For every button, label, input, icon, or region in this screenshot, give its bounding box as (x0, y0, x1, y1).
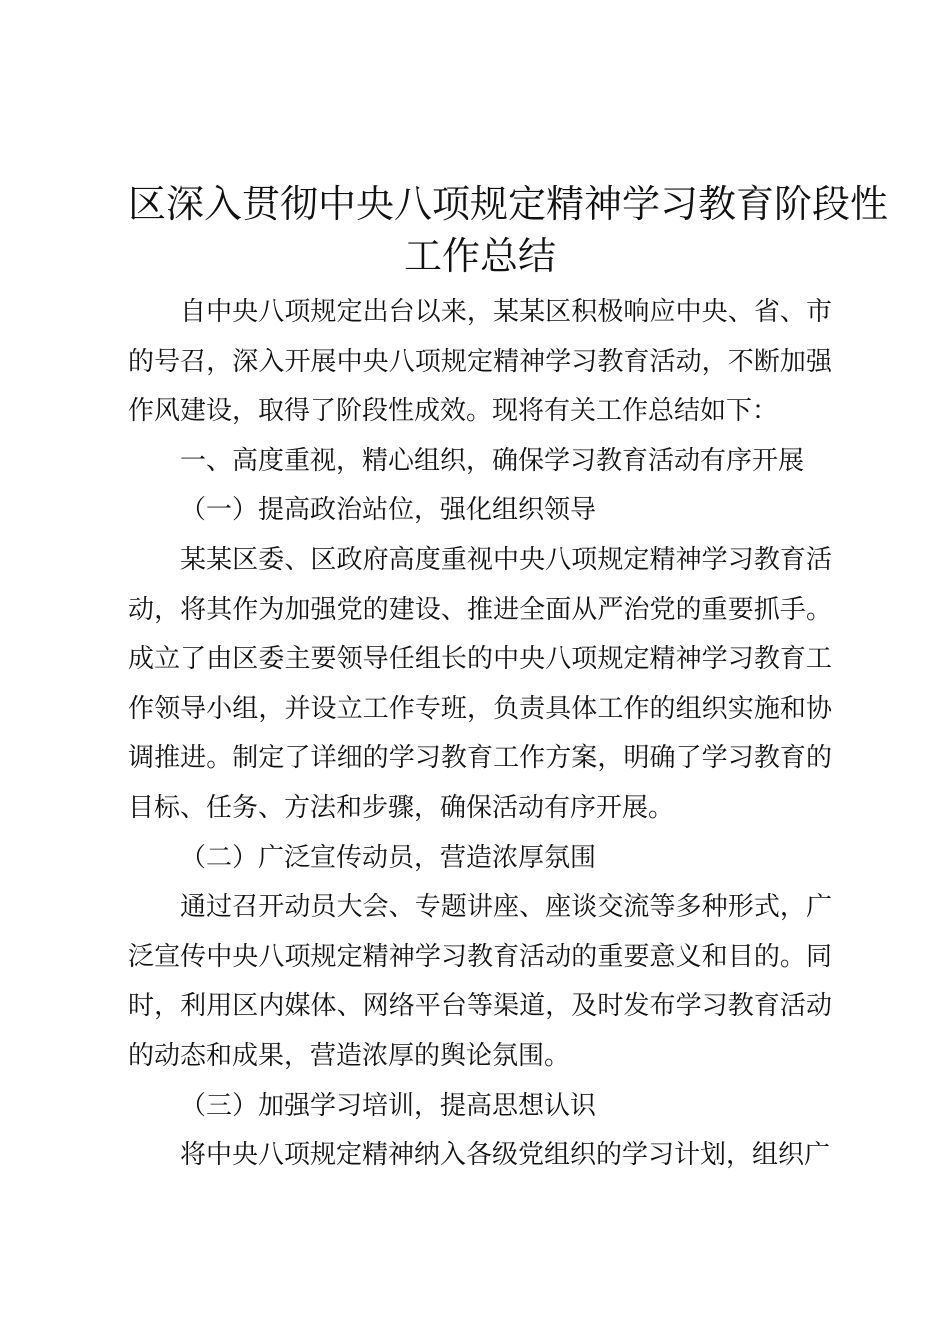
title-line-2: 工作总结 (403, 234, 556, 278)
section-heading-1: 一、高度重视，精心组织，确保学习教育活动有序开展 (180, 445, 805, 476)
subsection-paragraph-1: 某某区委、区政府高度重视中央八项规定精神学习教育活动，将其作为加强党的建设、推进全面从严治党的重要抓手。成立了由区委主要领导任组长的中央八项规定精神学习教育工作领导小组，并设立工作专班，负责具体工作的组织实施和协调推进。制定了详细的学习教育工作方案，明确了学习教育的目标、任务、方法和步骤，确保活动有序开展。 (128, 544, 832, 823)
subsection-paragraph-3: 将中央八项规定精神纳入各级党组织的学习计划，组织广 (180, 1140, 831, 1171)
subsection-heading-3: （三）加强学习培训，提高思想认识 (180, 1090, 597, 1121)
subsection-heading-2: （二）广泛宣传动员，营造浓厚氛围 (180, 842, 597, 873)
subsection-paragraph-2: 通过召开动员大会、专题讲座、座谈交流等多种形式，广泛宣传中央八项规定精神学习教育活动的重要意义和目的。同时，利用区内媒体、网络平台等渠道，及时发布学习教育活动的动态和成果，营造浓厚的舆论氛围。 (128, 892, 832, 1071)
title-line-1: 区深入贯彻中央八项规定精神学习教育阶段性 (128, 182, 889, 226)
intro-paragraph: 自中央八项规定出台以来，某某区积极响应中央、省、市的号召，深入开展中央八项规定精神学习教育活动，不断加强作风建设，取得了阶段性成效。现将有关工作总结如下： (128, 297, 832, 427)
document-title (128, 178, 889, 282)
document-page (128, 178, 889, 1181)
document-body (128, 288, 832, 1181)
subsection-heading-1: （一）提高政治站位，强化组织领导 (180, 495, 597, 526)
